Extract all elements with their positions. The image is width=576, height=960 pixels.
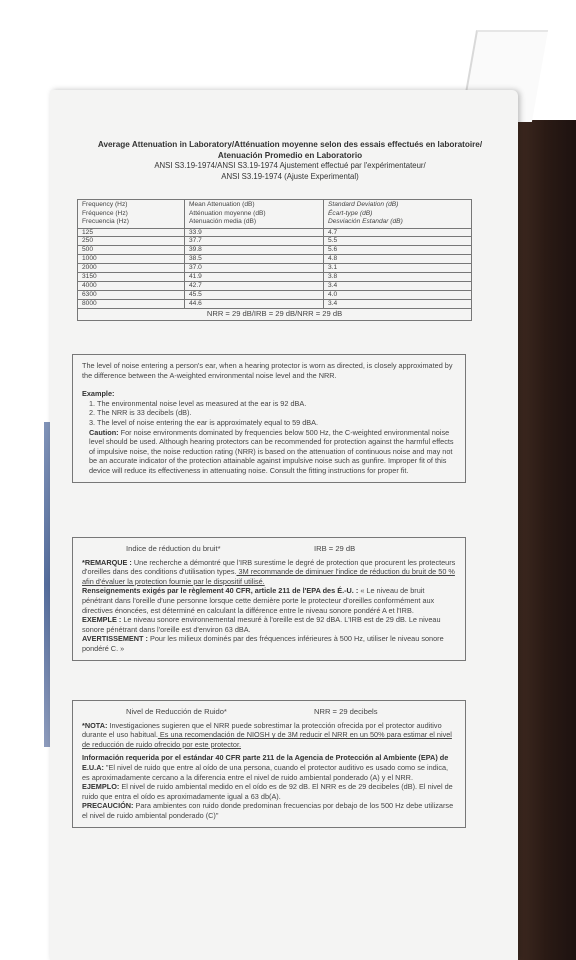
french-irb-value: IRB = 29 dB xyxy=(314,544,356,553)
std-deviation-cell: 4.0 xyxy=(324,290,472,299)
table-row xyxy=(78,246,472,255)
frequency-cell: 3150 xyxy=(78,273,185,282)
header-frequency: Frequency (Hz) Fréquence (Hz) Frecuencia (Hz) xyxy=(78,200,185,229)
std-deviation-cell: 3.1 xyxy=(324,264,472,273)
table-row xyxy=(78,273,472,282)
precaucion-paragraph: PRECAUCIÓN: Para ambientes con ruido donde predominan frecuencias por debajo de los 500 Hz debe utilizarse el nivel de ruido ambiental ponderado (C)" xyxy=(82,801,454,820)
std-deviation-cell: 4.8 xyxy=(324,255,472,264)
remarque-paragraph: *REMARQUE : Une recherche a démontré que l'IRB surestime le degré de protection que procurent les protecteurs d'oreilles dans des conditions d'utilisation types. 3M recommande de diminuer l'indice de réduction du bruit de 50 % afin d'évaluer la protection fournie par le dispositif utilisé. xyxy=(82,557,456,586)
mean-attenuation-cell: 42.7 xyxy=(185,281,324,290)
std-deviation-cell: 3.8 xyxy=(324,273,472,282)
spanish-nrr-value: NRR = 29 decibels xyxy=(314,707,378,716)
french-panel xyxy=(72,537,466,661)
table-row xyxy=(78,255,472,264)
spanish-panel xyxy=(72,700,466,828)
mean-attenuation-cell: 45.5 xyxy=(185,290,324,299)
mean-attenuation-cell: 39.8 xyxy=(185,246,324,255)
nrr-footer: NRR = 29 dB/IRB = 29 dB/NRR = 29 dB xyxy=(78,308,472,320)
example-step-3: 3. The level of noise entering the ear is approximately equal to 59 dBA. xyxy=(89,417,319,427)
mean-attenuation-cell: 44.6 xyxy=(185,299,324,308)
english-intro: The level of noise entering a person's ear, when a hearing protector is worn as directed, is closely approximated by the difference between the A-weighted environmental noise level and the NRR. xyxy=(82,361,453,380)
table-row xyxy=(78,264,472,273)
nrr-footer-row xyxy=(78,308,472,320)
std-deviation-cell: 5.6 xyxy=(324,246,472,255)
mean-attenuation-cell: 41.9 xyxy=(185,273,324,282)
attenuation-table xyxy=(77,199,472,321)
title-line-1: Average Attenuation in Laboratory/Atténuation moyenne selon des essais effectués en laboratoire/ xyxy=(97,140,483,149)
header-mean-attenuation: Mean Attenuation (dB) Atténuation moyenne (dB) Atenuación media (dB) xyxy=(185,200,324,229)
mean-attenuation-cell: 37.0 xyxy=(185,264,324,273)
table-row xyxy=(78,228,472,237)
attenuation-title xyxy=(55,140,525,182)
informacion-paragraph: Información requerida por el estándar 40 CFR parte 211 de la Agencia de Protección al Ambiente (EPA) de E.U.A: "El nivel de ruido que entre al oído de una persona, cuando el protector auditivo es usado como se indica, es aproximadamente cercano a la diferencia entre el nivel de ruido ambiental ponderado (A) y el NRR. xyxy=(82,753,449,782)
header-std-deviation: Standard Deviation (dB) Écart-type (dB) Desviación Estandar (dB) xyxy=(324,200,472,229)
table-row xyxy=(78,237,472,246)
exemple-paragraph: EXEMPLE : Le niveau sonore environnemental mesuré à l'oreille est de 92 dBA. L'IRB est de 29 dB. Le niveau sonore pénétrant dans l'oreille est d'environ 63 dBA. xyxy=(82,615,441,634)
std-deviation-cell: 4.7 xyxy=(324,228,472,237)
renseignements-paragraph: Renseignements exigés par le règlement 40 CFR, article 211 de l'EPA des É.-U. : « Le niveau de bruit pénétrant dans l'oreille d'une personne lorsque cette dernière porte le protecteur d'oreilles conformément aux directives énoncées, est déterminé en calculant la différence entre le niveau sonore pondéré A et l'IRB. xyxy=(82,586,435,615)
frequency-cell: 4000 xyxy=(78,281,185,290)
std-deviation-cell: 3.4 xyxy=(324,299,472,308)
frequency-cell: 6300 xyxy=(78,290,185,299)
frequency-cell: 1000 xyxy=(78,255,185,264)
standard-line-1: ANSI S3.19-1974/ANSI S3.19-1974 Ajustement effectué par l'expérimentateur/ xyxy=(154,161,426,170)
frequency-cell: 250 xyxy=(78,237,185,246)
std-deviation-cell: 3.4 xyxy=(324,281,472,290)
mean-attenuation-cell: 33.9 xyxy=(185,228,324,237)
frequency-cell: 125 xyxy=(78,228,185,237)
nota-paragraph: *NOTA: Investigaciones sugieren que el NRR puede sobrestimar la protección ofrecida por el protector auditivo durante el uso habitual. Es una recomendación de NIOSH y de 3M reducir el NRR en un 50% para estimar el nivel de reducción de ruido ofrecido por este protector. xyxy=(82,720,452,749)
frequency-cell: 2000 xyxy=(78,264,185,273)
spanish-title: Nivel de Reducción de Ruido* xyxy=(126,707,227,716)
example-step-1: 1. The environmental noise level as measured at the ear is 92 dBA. xyxy=(89,398,307,408)
spanish-title-row xyxy=(82,707,456,717)
table-row xyxy=(78,281,472,290)
frequency-cell: 8000 xyxy=(78,299,185,308)
table-row xyxy=(78,299,472,308)
avertissement-paragraph: AVERTISSEMENT : Pour les milieux dominés par des fréquences inférieures à 500 Hz, utiliser le niveau sonore pondéré C. » xyxy=(82,634,444,653)
caution-paragraph: Caution: For noise environments dominated by frequencies below 500 Hz, the C-weighted environmental noise level should be used. Although hearing protectors can be recommended for protection against the harmful effects of impulsive noise, the noise reduction rating (NRR) is based on the attenuation of continuous noise and may not be an accurate indicator of the protection attainable against impulsive noise such as gunfire. Improper fit of this device will reduce its effectiveness in attenuating noise. Consult the fitting instructions for proper fit. xyxy=(89,427,454,475)
french-title: Indice de réduction du bruit* xyxy=(126,544,221,553)
example-title: Example: xyxy=(82,389,115,399)
table-header-row xyxy=(78,200,472,229)
example-step-2: 2. The NRR is 33 decibels (dB). xyxy=(89,408,192,418)
frequency-cell: 500 xyxy=(78,246,185,255)
mean-attenuation-cell: 38.5 xyxy=(185,255,324,264)
table-row xyxy=(78,290,472,299)
mean-attenuation-cell: 37.7 xyxy=(185,237,324,246)
french-title-row xyxy=(82,544,456,554)
ejemplo-paragraph: EJEMPLO: El nivel de ruido ambiental medido en el oído es de 92 dB. El NRR es de 29 decibeles (dB). El nivel de ruido que entra el oído es aproximadamente igual a 63 db(A). xyxy=(82,782,453,801)
title-line-2: Atenuación Promedio en Laboratorio xyxy=(217,150,363,160)
std-deviation-cell: 5.5 xyxy=(324,237,472,246)
english-panel xyxy=(72,354,466,483)
standard-line-2: ANSI S3.19-1974 (Ajuste Experimental) xyxy=(221,171,359,181)
